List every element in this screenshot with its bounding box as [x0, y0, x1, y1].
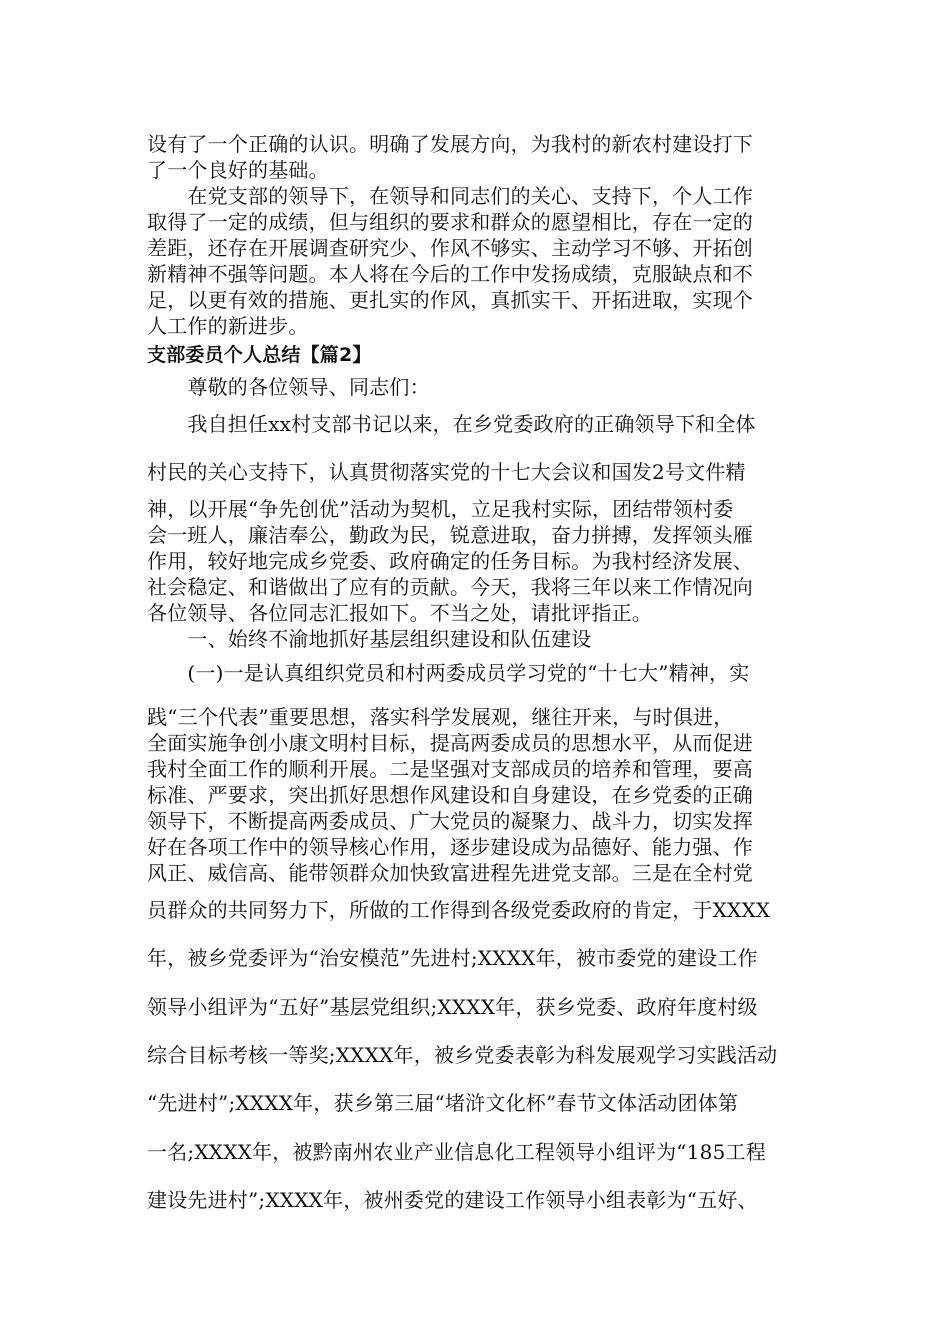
- body-text-line: 员群众的共同努力下，所做的工作得到各级党委政府的肯定，于XXXX: [147, 898, 771, 922]
- body-text-line: 一名;XXXX年，被黔南州农业产业信息化工程领导小组评为“185工程: [147, 1140, 766, 1164]
- body-text-line: 取得了一定的成绩，但与组织的要求和群众的愿望相比，存在一定的: [147, 210, 753, 234]
- body-text-line: (一)一是认真组织党员和村两委成员学习党的“十七大”精神，实: [147, 661, 750, 685]
- body-text-line: 风正、威信高、能带领群众加快致富进程先进党支部。三是在全村党: [147, 861, 753, 885]
- subsection-heading: 一、始终不渝地抓好基层组织建设和队伍建设: [147, 627, 592, 651]
- body-text-line: 建设先进村”;XXXX年，被州委党的建设工作领导小组表彰为“五好、: [147, 1188, 758, 1212]
- body-text-line: 社会稳定、和谐做出了应有的贡献。今天，我将三年以来工作情况向: [147, 575, 753, 599]
- body-text-line: “先进村”;XXXX年，获乡第三届“堵浒文化杯”春节文体活动团体第: [147, 1091, 739, 1115]
- body-text-line: 会一班人，廉洁奉公，勤政为民，锐意进取，奋力拼搏，发挥领头雁: [147, 523, 753, 547]
- body-text-line: 人工作的新进步。: [147, 314, 309, 338]
- body-text-line: 足，以更有效的措施、更扎实的作风，真抓实干、开拓进取，实现个: [147, 288, 753, 312]
- salutation-line: 尊敬的各位领导、同志们：: [147, 375, 430, 399]
- body-text-line: 领导小组评为“五好”基层党组织;XXXX年，获乡党委、政府年度村级: [147, 995, 758, 1019]
- body-text-line: 村民的关心支持下，认真贯彻落实党的十七大会议和国发2号文件精: [147, 460, 746, 484]
- body-text-line: 神，以开展“争先创优”活动为契机，立足我村实际，团结带领村委: [147, 497, 734, 521]
- body-text-line: 全面实施争创小康文明村目标，提高两委成员的思想水平，从而促进: [147, 731, 753, 755]
- body-text-line: 我自担任xx村支部书记以来，在乡党委政府的正确领导下和全体: [147, 412, 756, 436]
- body-text-line: 年，被乡党委评为“治安模范”先进村;XXXX年，被市委党的建设工作: [147, 946, 758, 970]
- section-heading: 支部委员个人总结【篇2】: [147, 344, 372, 366]
- body-text-line: 综合目标考核一等奖;XXXX年，被乡党委表彰为科发展观学习实践活动: [147, 1043, 778, 1067]
- body-text-line: 了一个良好的基础。: [147, 158, 329, 182]
- body-text-line: 我村全面工作的顺利开展。二是坚强对支部成员的培养和管理，要高: [147, 757, 753, 781]
- body-text-line: 差距，还存在开展调查研究少、作风不够实、主动学习不够、开拓创: [147, 236, 753, 260]
- body-text-line: 作用，较好地完成乡党委、政府确定的任务目标。为我村经济发展、: [147, 549, 753, 573]
- body-text-line: 好在各项工作中的领导核心作用，逐步建设成为品德好、能力强、作: [147, 835, 753, 859]
- body-text-line: 各位领导、各位同志汇报如下。不当之处，请批评指正。: [147, 601, 652, 625]
- body-text-line: 新精神不强等问题。本人将在今后的工作中发扬成绩，克服缺点和不: [147, 262, 753, 286]
- body-text-line: 设有了一个正确的认识。明确了发展方向，为我村的新农村建设打下: [147, 132, 753, 156]
- body-text-line: 践“三个代表”重要思想，落实科学发展观，继往开来，与时俱进，: [147, 705, 734, 729]
- body-text-line: 领导下，不断提高两委成员、广大党员的凝聚力、战斗力，切实发挥: [147, 809, 753, 833]
- body-text-line: 标准、严要求，突出抓好思想作风建设和自身建设，在乡党委的正确: [147, 783, 753, 807]
- body-text-line: 在党支部的领导下，在领导和同志们的关心、支持下，个人工作: [147, 184, 753, 208]
